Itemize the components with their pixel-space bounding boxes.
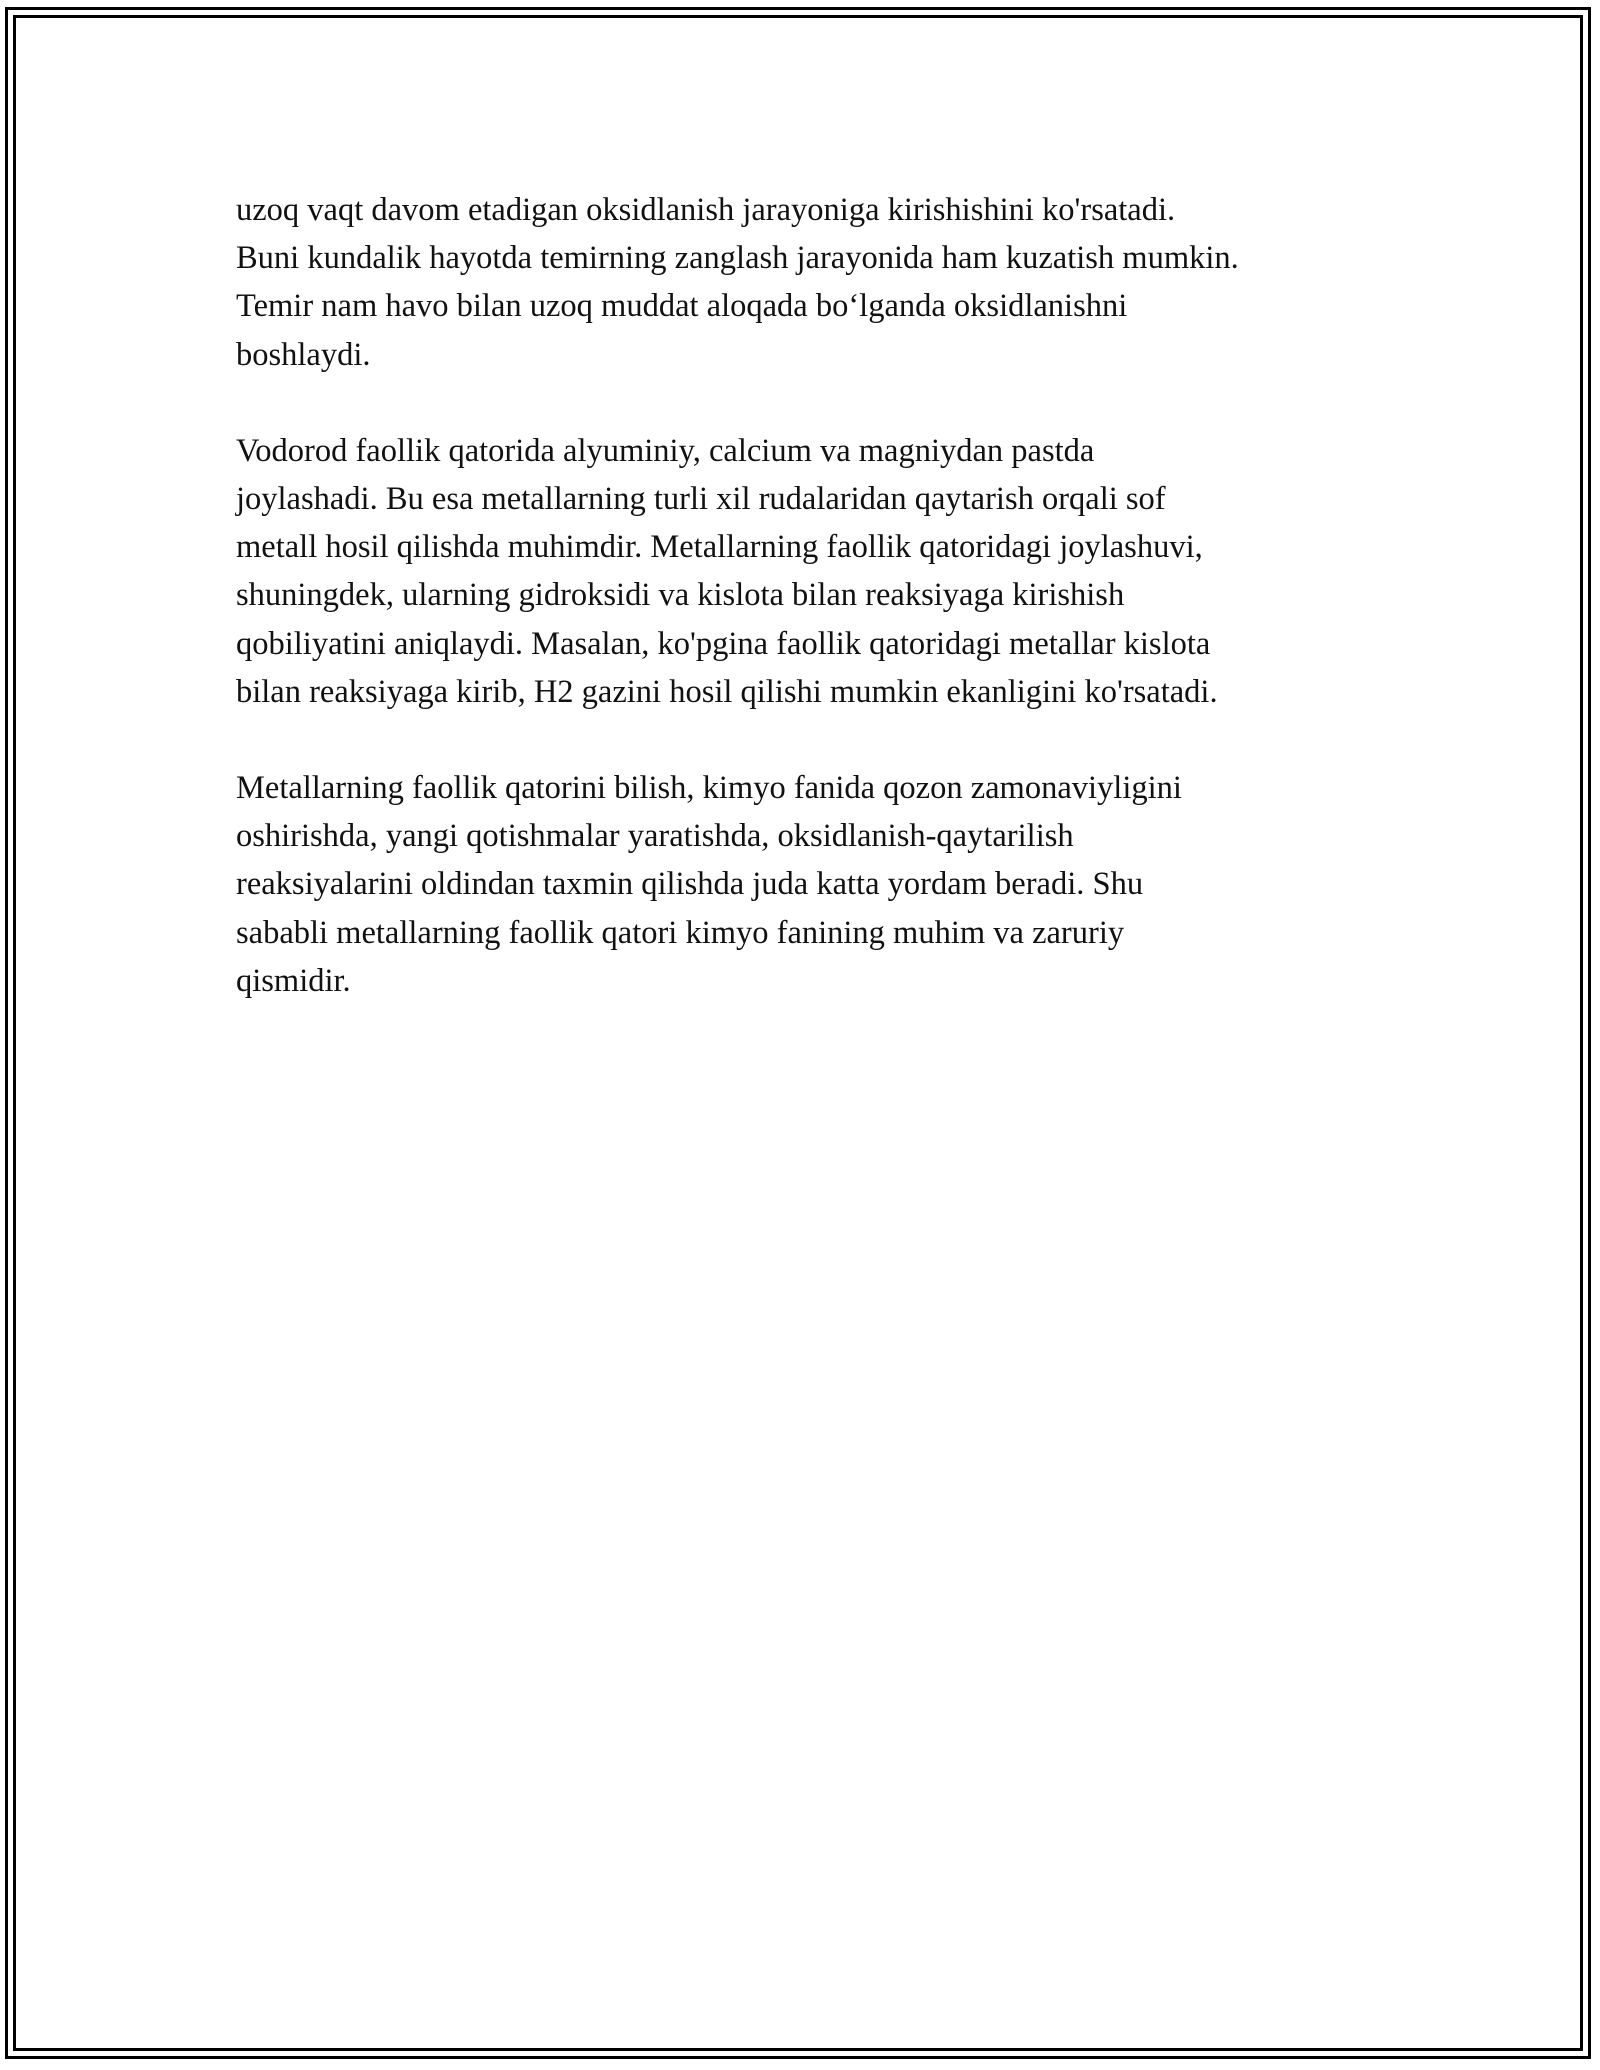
paragraph-2 (236, 427, 1416, 716)
text-line: boshlaydi. (236, 336, 371, 373)
text-line: oshirishda, yangi qotishmalar yaratishda, oksidlanish-qaytarilish (236, 818, 1074, 855)
text-line: Metallarning faollik qatorini bilish, kimyo fanida qozon zamonaviyligini (236, 770, 1182, 807)
text-line: reaksiyalarini oldindan taxmin qilishda juda katta yordam beradi. Shu (236, 866, 1144, 903)
text-line: uzoq vaqt davom etadigan oksidlanish jarayoniga kirishishini ko'rsatadi. (236, 192, 1176, 228)
text-line: Vodorod faollik qatorida alyuminiy, calcium va magniydan pastda (236, 432, 1095, 469)
text-line: bilan reaksiyaga kirib, H2 gazini hosil qilishi mumkin ekanligini ko'rsatadi. (236, 673, 1218, 710)
text-line: metall hosil qilishda muhimdir. Metallarning faollik qatoridagi joylashuvi, (236, 529, 1203, 566)
paragraph-3 (236, 764, 1416, 1005)
paragraph-1 (236, 186, 1416, 379)
text-line: Temir nam havo bilan uzoq muddat aloqada bo‘lganda oksidlanishni (236, 288, 1128, 325)
text-line: qismidir. (236, 962, 351, 999)
text-line: sababli metallarning faollik qatori kimyo fanining muhim va zaruriy (236, 914, 1125, 951)
text-line: shuningdek, ularning gidroksidi va kislota bilan reaksiyaga kirishish (236, 577, 1125, 614)
text-line: qobiliyatini aniqlaydi. Masalan, ko'pgina faollik qatoridagi metallar kislota (236, 625, 1211, 662)
text-line: Buni kundalik hayotda temirning zanglash jarayonida ham kuzatish mumkin. (236, 240, 1239, 277)
document-body (236, 186, 1416, 1053)
text-line: joylashadi. Bu esa metallarning turli xil rudalaridan qaytarish orqali sof (236, 481, 1166, 518)
